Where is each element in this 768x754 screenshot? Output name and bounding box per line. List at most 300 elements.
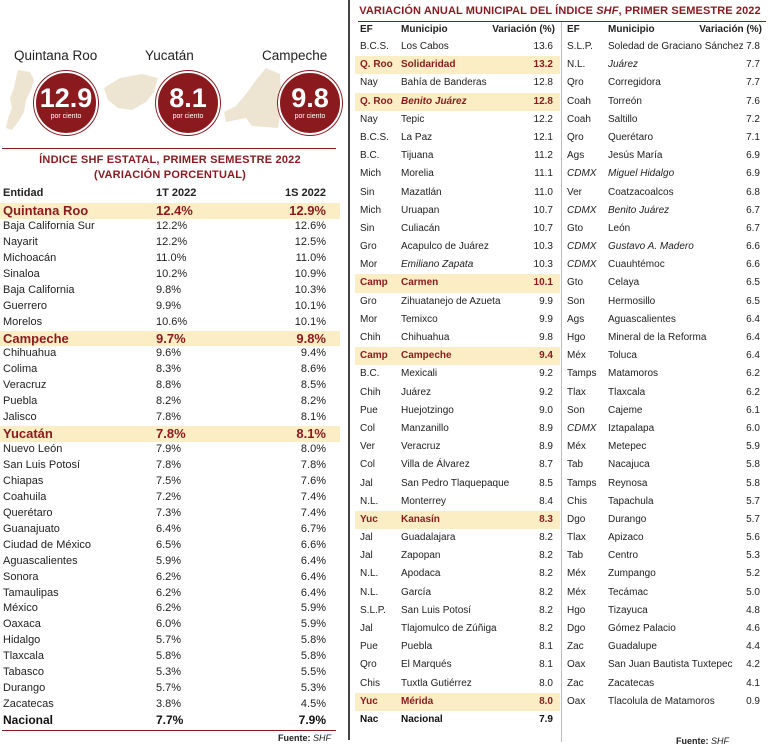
state-1s-cell: 7.9% xyxy=(298,713,326,727)
municipio-cell: Emiliano Zapata xyxy=(401,259,474,271)
state-table-bottom-rule xyxy=(2,730,336,731)
ef-cell: Son xyxy=(567,404,585,416)
campeche-value: 9.8 xyxy=(291,83,329,113)
state-row xyxy=(0,378,340,394)
state-row xyxy=(0,713,340,729)
municipio-cell: Mineral de la Reforma xyxy=(608,332,707,343)
variacion-cell: 5.3 xyxy=(746,550,760,562)
quintana-roo-value-badge xyxy=(34,71,98,135)
municipio-cell: Iztapalapa xyxy=(608,422,655,434)
state-1t-cell: 7.8% xyxy=(156,426,186,442)
state-name-quintana-roo: Quintana Roo xyxy=(14,48,98,63)
state-name-cell: Campeche xyxy=(3,330,69,346)
variacion-cell: 9.0 xyxy=(539,404,553,416)
variacion-cell: 7.6 xyxy=(746,95,760,107)
state-name-cell: Sonora xyxy=(3,570,39,583)
municipio-cell: Zumpango xyxy=(608,568,656,580)
ef-cell: Nay xyxy=(360,77,378,89)
ef-cell: Tamps xyxy=(567,477,597,489)
state-row xyxy=(0,331,340,347)
municipal-row xyxy=(562,529,767,547)
state-1s-cell: 10.1% xyxy=(294,299,326,312)
municipal-row xyxy=(355,675,560,693)
municipal-row xyxy=(562,238,767,256)
municipio-cell: Corregidora xyxy=(608,77,661,89)
municipio-cell: Nacajuca xyxy=(608,459,650,471)
variacion-cell: 12.1 xyxy=(533,131,553,143)
municipio-cell: Soledad de Graciano Sánchez xyxy=(608,41,744,52)
variacion-cell: 9.2 xyxy=(539,386,553,398)
municipal-row xyxy=(562,293,767,311)
variacion-cell: 7.9 xyxy=(539,713,553,725)
municipio-cell: Carmen xyxy=(401,277,439,289)
state-1t-cell: 7.7% xyxy=(156,713,184,727)
state-name-cell: Yucatán xyxy=(3,426,53,442)
state-1t-cell: 11.0% xyxy=(156,251,187,264)
state-table-top-rule xyxy=(2,148,336,149)
ef-cell: Mich xyxy=(360,168,382,180)
ef-cell: Dgo xyxy=(567,513,586,525)
municipio-cell: Celaya xyxy=(608,277,640,289)
variacion-cell: 7.8 xyxy=(746,41,760,52)
state-row xyxy=(0,538,340,554)
municipio-cell: Centro xyxy=(608,550,639,562)
municipal-row xyxy=(355,93,560,111)
state-1s-cell: 6.4% xyxy=(300,570,326,583)
header-municipio: Municipio xyxy=(608,24,655,35)
state-name-cell: México xyxy=(3,602,38,615)
state-1t-cell: 3.8% xyxy=(156,698,182,711)
municipal-row xyxy=(562,74,767,92)
municipal-row xyxy=(355,184,560,202)
state-name-cell: Querétaro xyxy=(3,506,53,519)
variacion-cell: 4.8 xyxy=(746,604,760,616)
header-municipio: Municipio xyxy=(401,24,448,35)
municipio-cell: Matamoros xyxy=(608,368,659,380)
municipal-row xyxy=(562,93,767,111)
state-1s-cell: 7.8% xyxy=(300,459,326,471)
municipal-row xyxy=(355,74,560,92)
municipal-right-header xyxy=(562,22,767,38)
state-1s-cell: 8.0% xyxy=(300,443,326,456)
state-row xyxy=(0,203,340,219)
ef-cell: Tlax xyxy=(567,386,586,398)
state-name-cell: Nayarit xyxy=(3,235,38,248)
municipio-cell: Culiacán xyxy=(401,222,440,234)
state-1s-cell: 7.4% xyxy=(300,506,326,519)
ef-cell: Ags xyxy=(567,313,585,325)
variacion-cell: 6.4 xyxy=(746,350,760,362)
municipio-cell: Gómez Palacio xyxy=(608,623,676,634)
municipal-row xyxy=(562,184,767,202)
municipal-row xyxy=(562,329,767,347)
municipal-row xyxy=(355,56,560,74)
municipio-cell: Acapulco de Juárez xyxy=(401,241,489,253)
ef-cell: CDMX xyxy=(567,168,597,180)
variacion-cell: 8.1 xyxy=(539,659,553,671)
municipio-cell: Manzanillo xyxy=(401,422,449,434)
municipio-cell: Temixco xyxy=(401,313,438,325)
variacion-cell: 8.4 xyxy=(539,495,553,507)
variacion-cell: 6.7 xyxy=(746,222,760,234)
ef-cell: Nay xyxy=(360,113,378,125)
variacion-cell: 4.6 xyxy=(746,623,760,634)
variacion-cell: 6.2 xyxy=(746,386,760,398)
municipio-cell: El Marqués xyxy=(401,659,452,671)
state-1t-cell: 6.2% xyxy=(156,570,182,583)
municipio-cell: Nacional xyxy=(401,713,443,725)
ef-cell: Zac xyxy=(567,641,584,653)
ef-cell: Qro xyxy=(567,131,584,143)
municipal-row xyxy=(355,111,560,129)
ef-cell: Ver xyxy=(567,186,583,198)
state-1t-cell: 7.9% xyxy=(156,443,182,456)
ef-cell: Qro xyxy=(567,77,584,89)
municipio-cell: Chihuahua xyxy=(401,332,450,343)
state-1s-cell: 7.4% xyxy=(300,490,326,503)
municipal-table-title xyxy=(355,5,765,17)
municipio-cell: Torreón xyxy=(608,95,642,107)
ef-cell: N.L. xyxy=(360,568,379,580)
ef-cell: Méx xyxy=(567,568,586,580)
municipio-cell: Veracruz xyxy=(401,441,441,453)
variacion-cell: 5.7 xyxy=(746,495,760,507)
municipal-row xyxy=(355,511,560,529)
variacion-cell: 8.2 xyxy=(539,550,553,562)
ef-cell: Méx xyxy=(567,586,586,598)
state-row xyxy=(0,586,340,602)
municipal-row xyxy=(562,38,767,56)
campeche-value-badge xyxy=(278,71,342,135)
state-name-cell: Morelos xyxy=(3,315,43,328)
municipal-row xyxy=(355,438,560,456)
variacion-cell: 11.1 xyxy=(534,168,553,180)
municipal-row xyxy=(562,638,767,656)
municipal-row xyxy=(562,111,767,129)
municipio-cell: Mazatlán xyxy=(401,186,442,198)
variacion-cell: 13.6 xyxy=(533,41,553,52)
variacion-cell: 6.0 xyxy=(746,422,760,434)
municipal-row xyxy=(355,256,560,274)
state-1t-cell: 6.4% xyxy=(156,522,182,535)
municipal-left-body xyxy=(355,38,560,729)
municipio-cell: Mérida xyxy=(401,695,434,707)
state-row xyxy=(0,458,340,474)
municipio-cell: Solidaridad xyxy=(401,59,456,71)
municipal-row xyxy=(355,129,560,147)
state-name-cell: Sinaloa xyxy=(3,267,40,280)
ef-cell: Tab xyxy=(567,550,584,562)
header-ef: EF xyxy=(567,24,580,35)
ef-cell: Zac xyxy=(567,677,584,689)
municipio-cell: San Pedro Tlaquepaque xyxy=(401,477,510,489)
state-row xyxy=(0,681,340,697)
municipio-cell: Miguel Hidalgo xyxy=(608,168,675,180)
state-row xyxy=(0,570,340,586)
ef-cell: Q. Roo xyxy=(360,95,393,107)
state-row xyxy=(0,346,340,362)
ef-cell: Gto xyxy=(567,277,584,289)
state-name-cell: Guanajuato xyxy=(3,522,60,535)
municipio-cell: Tlajomulco de Zúñiga xyxy=(401,623,497,634)
state-1s-cell: 10.9% xyxy=(294,267,326,280)
state-1t-cell: 7.8% xyxy=(156,459,182,471)
state-1s-cell: 6.7% xyxy=(300,522,326,535)
municipal-row xyxy=(355,202,560,220)
variacion-cell: 6.6 xyxy=(746,259,760,271)
variacion-cell: 8.3 xyxy=(539,513,553,525)
ef-cell: S.L.P. xyxy=(567,41,593,52)
ef-cell: Coah xyxy=(567,95,591,107)
variacion-cell: 5.7 xyxy=(746,513,760,525)
municipio-cell: Reynosa xyxy=(608,477,648,489)
state-name-cell: Quintana Roo xyxy=(3,203,89,218)
municipio-cell: Uruapan xyxy=(401,204,440,216)
state-1s-cell: 12.5% xyxy=(294,235,326,248)
state-name-cell: Jalisco xyxy=(3,411,37,424)
state-row xyxy=(0,490,340,506)
ef-cell: Oax xyxy=(567,659,586,671)
municipio-cell: Guadalupe xyxy=(608,641,657,653)
column-divider xyxy=(348,0,350,740)
municipal-row xyxy=(355,693,560,711)
ef-cell: B.C.S. xyxy=(360,131,389,143)
ef-cell: Gto xyxy=(567,222,584,234)
variacion-cell: 9.8 xyxy=(539,332,553,343)
state-name-cell: Oaxaca xyxy=(3,618,41,631)
state-1t-cell: 5.9% xyxy=(156,554,182,567)
municipal-row xyxy=(562,693,767,711)
ef-cell: Chis xyxy=(360,677,381,689)
state-name-cell: Guerrero xyxy=(3,299,48,312)
ef-cell: Ags xyxy=(567,150,585,162)
municipio-cell: Villa de Álvarez xyxy=(401,459,470,471)
municipio-cell: García xyxy=(401,586,432,598)
header-entidad: Entidad xyxy=(3,187,44,199)
variacion-cell: 9.9 xyxy=(539,295,553,307)
municipal-row xyxy=(562,602,767,620)
state-1s-cell: 5.9% xyxy=(300,618,326,631)
state-table-source xyxy=(278,733,331,743)
ef-cell: Hgo xyxy=(567,604,586,616)
ef-cell: Nac xyxy=(360,713,379,725)
ef-cell: N.L. xyxy=(360,495,379,507)
ef-cell: Son xyxy=(567,295,585,307)
municipal-left-header xyxy=(355,22,560,38)
variacion-cell: 6.5 xyxy=(746,295,760,307)
state-1s-cell: 6.6% xyxy=(300,538,326,551)
state-1t-cell: 12.4% xyxy=(156,203,193,218)
municipal-row xyxy=(562,493,767,511)
municipio-cell: Jesús María xyxy=(608,150,663,162)
state-source-value: SHF xyxy=(313,733,332,743)
state-1s-cell: 5.3% xyxy=(300,682,326,695)
municipal-table-left xyxy=(355,22,560,729)
ef-cell: CDMX xyxy=(567,422,597,434)
ef-cell: Chih xyxy=(360,386,381,398)
state-name-yucatan: Yucatán xyxy=(145,48,194,63)
campeche-map xyxy=(222,66,284,130)
variacion-cell: 13.2 xyxy=(533,59,553,71)
municipio-cell: Juárez xyxy=(401,386,432,398)
municipal-row xyxy=(355,602,560,620)
state-table-body xyxy=(0,203,340,729)
state-1s-cell: 10.3% xyxy=(294,283,326,296)
variacion-cell: 10.3 xyxy=(533,241,553,253)
variacion-cell: 0.9 xyxy=(746,695,760,707)
header-ef: EF xyxy=(360,24,373,35)
municipal-row xyxy=(355,365,560,383)
state-table-title xyxy=(0,153,340,183)
state-1s-cell: 6.4% xyxy=(300,586,326,599)
state-1t-cell: 5.8% xyxy=(156,650,182,663)
state-name-cell: Baja California Sur xyxy=(3,219,95,232)
variacion-cell: 6.9 xyxy=(746,150,760,162)
municipio-cell: Zihuatanejo de Azueta xyxy=(401,295,501,307)
ef-cell: CDMX xyxy=(567,241,597,253)
state-1t-cell: 6.0% xyxy=(156,618,182,631)
municipio-cell: Tlaxcala xyxy=(608,386,646,398)
municipal-row xyxy=(562,420,767,438)
municipio-cell: Zapopan xyxy=(401,550,441,562)
municipio-cell: Tlacolula de Matamoros xyxy=(608,695,715,707)
municipal-row xyxy=(355,238,560,256)
municipal-row xyxy=(355,420,560,438)
municipal-row xyxy=(562,438,767,456)
municipio-cell: Tuxtla Gutiérrez xyxy=(401,677,472,689)
state-name-cell: Tamaulipas xyxy=(3,586,59,599)
ef-cell: CDMX xyxy=(567,259,597,271)
state-name-cell: Zacatecas xyxy=(3,698,54,711)
state-name-cell: Tabasco xyxy=(3,666,44,679)
variacion-cell: 5.9 xyxy=(746,441,760,453)
municipal-row xyxy=(355,402,560,420)
municipio-cell: Querétaro xyxy=(608,131,654,143)
municipio-cell: Coatzacoalcos xyxy=(608,186,674,198)
variacion-cell: 12.8 xyxy=(533,77,553,89)
variacion-cell: 7.7 xyxy=(746,77,760,89)
state-row xyxy=(0,522,340,538)
state-1t-cell: 6.2% xyxy=(156,602,182,615)
yucatan-value-badge xyxy=(156,71,220,135)
ef-cell: Dgo xyxy=(567,623,586,634)
municipal-row xyxy=(355,565,560,583)
state-name-cell: Colima xyxy=(3,363,38,376)
state-1t-cell: 7.3% xyxy=(156,506,182,519)
municipal-row xyxy=(355,311,560,329)
state-name-cell: Chiapas xyxy=(3,474,44,487)
state-row xyxy=(0,362,340,378)
state-1t-cell: 5.7% xyxy=(156,682,182,695)
state-1s-cell: 10.1% xyxy=(294,315,326,328)
municipal-row xyxy=(562,365,767,383)
municipio-cell: Campeche xyxy=(401,350,452,362)
municipal-title-main: VARIACIÓN ANUAL MUNICIPAL DEL ÍNDICE xyxy=(359,5,594,17)
state-row xyxy=(0,251,340,267)
municipio-cell: La Paz xyxy=(401,131,433,143)
variacion-cell: 4.2 xyxy=(746,659,760,671)
variacion-cell: 10.7 xyxy=(533,204,553,216)
variacion-cell: 9.2 xyxy=(539,368,553,380)
variacion-cell: 6.8 xyxy=(746,186,760,198)
municipal-source-value: SHF xyxy=(711,736,730,746)
variacion-cell: 5.2 xyxy=(746,568,760,580)
variacion-cell: 8.1 xyxy=(539,641,553,653)
state-row xyxy=(0,219,340,235)
variacion-cell: 5.6 xyxy=(746,532,760,544)
state-1t-cell: 10.6% xyxy=(156,315,188,328)
municipio-cell: Kanasín xyxy=(401,513,440,525)
ef-cell: Yuc xyxy=(360,695,378,707)
municipal-row xyxy=(355,547,560,565)
ef-cell: Mor xyxy=(360,259,378,271)
state-name-cell: Ciudad de México xyxy=(3,538,92,551)
state-row xyxy=(0,315,340,331)
municipal-row xyxy=(355,475,560,493)
state-row xyxy=(0,299,340,315)
state-1s-cell: 5.9% xyxy=(300,602,326,615)
municipal-title-tail: , PRIMER SEMESTRE 2022 xyxy=(618,5,761,17)
state-1t-cell: 9.6% xyxy=(156,347,182,360)
variacion-cell: 8.0 xyxy=(539,677,553,689)
variacion-cell: 11.0 xyxy=(534,186,553,198)
state-1t-cell: 6.5% xyxy=(156,538,182,551)
state-row xyxy=(0,633,340,649)
ef-cell: Tab xyxy=(567,459,584,471)
municipio-cell: Durango xyxy=(608,513,647,525)
ef-cell: Gro xyxy=(360,241,377,253)
municipio-cell: Puebla xyxy=(401,641,433,653)
state-name-cell: Michoacán xyxy=(3,251,57,264)
ef-cell: Sin xyxy=(360,186,375,198)
municipal-row xyxy=(355,165,560,183)
municipal-row xyxy=(355,220,560,238)
state-row xyxy=(0,665,340,681)
state-name-cell: Aguascalientes xyxy=(3,554,78,567)
municipal-row xyxy=(355,456,560,474)
variacion-cell: 7.2 xyxy=(746,113,760,125)
municipal-row xyxy=(562,511,767,529)
variacion-cell: 8.9 xyxy=(539,441,553,453)
variacion-cell: 12.8 xyxy=(533,95,553,107)
variacion-cell: 8.5 xyxy=(539,477,553,489)
ef-cell: Coah xyxy=(567,113,591,125)
municipal-row xyxy=(562,456,767,474)
municipio-cell: Morelia xyxy=(401,168,434,180)
state-1s-cell: 12.6% xyxy=(294,219,326,232)
ef-cell: CDMX xyxy=(567,204,597,216)
municipio-cell: Tijuana xyxy=(401,150,434,162)
state-table-header xyxy=(0,187,340,203)
variacion-cell: 12.2 xyxy=(533,113,553,125)
variacion-cell: 5.8 xyxy=(746,477,760,489)
state-row xyxy=(0,617,340,633)
municipio-cell: Mexicali xyxy=(401,368,438,380)
state-1t-cell: 9.9% xyxy=(156,299,182,312)
municipio-cell: Benito Juárez xyxy=(401,95,467,107)
state-row xyxy=(0,426,340,442)
state-1s-cell: 8.1% xyxy=(300,411,326,424)
variacion-cell: 5.0 xyxy=(746,586,760,598)
municipio-cell: Los Cabos xyxy=(401,41,449,52)
municipio-cell: Tizayuca xyxy=(608,604,648,616)
variacion-cell: 10.7 xyxy=(533,222,553,234)
state-table-title-line1: ÍNDICE SHF ESTATAL, PRIMER SEMESTRE 2022 xyxy=(39,154,301,166)
variacion-cell: 8.2 xyxy=(539,623,553,634)
variacion-cell: 8.2 xyxy=(539,604,553,616)
municipal-row xyxy=(562,584,767,602)
state-name-cell: Nuevo León xyxy=(3,443,63,456)
